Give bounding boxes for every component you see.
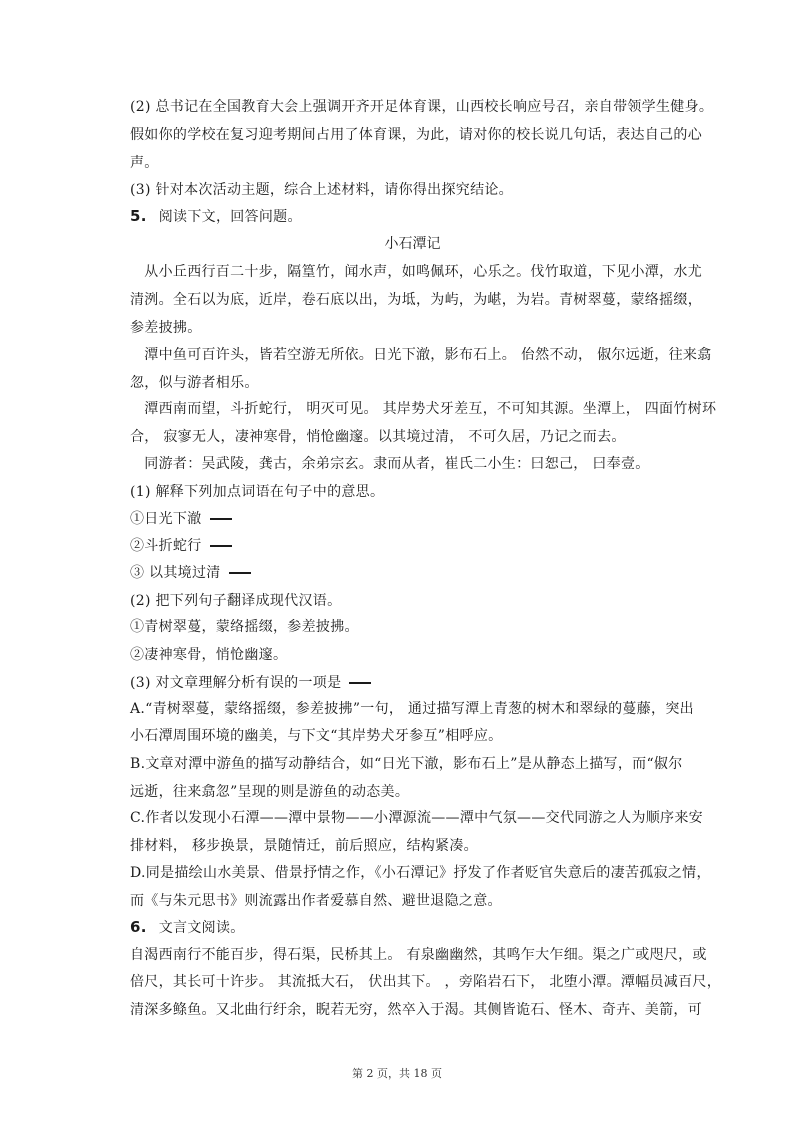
option-line: A.“青树翠蔓，蒙络摇缀，参差披拂”一句， 通过描写潭上青葱的树木和翠绿的蔓藤，突出: [130, 701, 694, 717]
answer-blank[interactable]: [210, 545, 232, 547]
passage-line: 同游者：吴武陵，龚古，余弟宗玄。隶而从者，崔氏二小生：曰恕己， 曰奉壹。: [130, 456, 650, 472]
passage-line: 合， 寂寥无人，凄神寒骨，悄怆幽邃。以其境过清， 不可久居，乃记之而去。: [130, 429, 626, 445]
option-line: 排材料， 移步换景，景随情迁，前后照应，结构紧凑。: [130, 838, 478, 854]
question-number: 5.: [130, 207, 147, 225]
question-number: 6.: [130, 918, 147, 936]
sub-question-2: (2) 把下列句子翻译成现代汉语。: [130, 593, 342, 609]
answer-blank[interactable]: [349, 682, 371, 684]
text-line: 假如你的学校在复习迎考期间占用了体育课，为此，请对你的校长说几句话，表达自己的心: [130, 127, 702, 143]
passage-line: 自渴西南行不能百步，得石渠，民桥其上。 有泉幽幽然，其鸣乍大乍细。渠之广或咫尺，或: [130, 947, 707, 963]
option-line: 而《与朱元思书》则流露出作者爱慕自然、避世退隐之意。: [130, 893, 502, 909]
answer-blank[interactable]: [229, 572, 251, 574]
option-line: 远逝，往来翕忽”呈现的则是游鱼的动态美。: [130, 784, 410, 800]
answer-item: [130, 564, 695, 582]
passage-line: 忽，似与游者相乐。: [130, 375, 259, 391]
passage-line: 潭西南而望，斗折蛇行， 明灭可见。 其岸势犬牙差互，不可知其源。坐潭上， 四面竹树环: [130, 401, 717, 417]
passage-line: 潭中鱼可百许头，皆若空游无所依。日光下澈，影布石上。 佁然不动， 俶尔远逝，往来翕: [130, 347, 712, 363]
question-5-header: [130, 207, 695, 226]
text-line: 声。: [130, 155, 159, 171]
option-line: D.同是描绘山水美景、借景抒情之作，《小石潭记》抒发了作者贬官失意后的凄苦孤寂之情，: [130, 865, 711, 881]
item-text: ①日光下澈: [130, 511, 202, 527]
translate-item: ②凄神寒骨，悄怆幽邃。: [130, 647, 288, 663]
question-prompt: 阅读下文，回答问题。: [158, 209, 302, 225]
sub-question-3-text: (3) 对文章理解分析有误的一项是: [130, 675, 342, 691]
option-line: 小石潭周围环境的幽美，与下文“其岸势犬牙参互”相呼应。: [130, 728, 503, 744]
option-line: C.作者以发现小石潭——潭中景物——小潭源流——潭中气氛——交代同游之人为顺序来安: [130, 810, 703, 826]
passage-title: 小石潭记: [384, 236, 441, 252]
passage-line: 清洌。全石以为底，近岸，卷石底以出，为坻，为屿，为嵁，为岩。青树翠蔓，蒙络摇缀，: [130, 292, 702, 308]
option-line: B.文章对潭中游鱼的描写动静结合，如“日光下澈，影布石上”是从静态上描写，而“俶尔: [130, 756, 683, 772]
answer-item: [130, 510, 695, 528]
passage-line: 参差披拂。: [130, 320, 202, 336]
passage-line: 从小丘西行百二十步，隔篁竹，闻水声，如鸣佩环，心乐之。伐竹取道，下见小潭，水尤: [130, 264, 702, 280]
question-6-header: [130, 918, 695, 937]
sub-question-3: [130, 674, 695, 692]
translate-item: ①青树翠蔓，蒙络摇缀，参差披拂。: [130, 619, 359, 635]
answer-blank[interactable]: [210, 518, 232, 520]
answer-item: [130, 537, 695, 555]
sub-question-1: (1) 解释下列加点词语在句子中的意思。: [130, 484, 385, 500]
item-text: ②斗折蛇行: [130, 538, 202, 554]
item-text: ③ 以其境过清: [130, 565, 221, 581]
text-line: (3) 针对本次活动主题，综合上述材料，请你得出探究结论。: [130, 182, 513, 198]
passage-line: 清深多鲦鱼。又北曲行纡余，睨若无穷，然卒入于渴。其侧皆诡石、怪木、奇卉、美箭，可: [130, 1002, 702, 1018]
page-footer: 第 2 页，共 18 页: [352, 1067, 442, 1080]
text-line: (2) 总书记在全国教育大会上强调开齐开足体育课，山西校长响应号召，亲自带领学生健身。: [130, 99, 714, 115]
passage-line: 倍尺，其长可十许步。 其流抵大石， 伏出其下。 ，旁陷岩石下， 北堕小潭。潭幅员减百尺，: [130, 974, 721, 990]
question-prompt: 文言文阅读。: [158, 920, 245, 936]
